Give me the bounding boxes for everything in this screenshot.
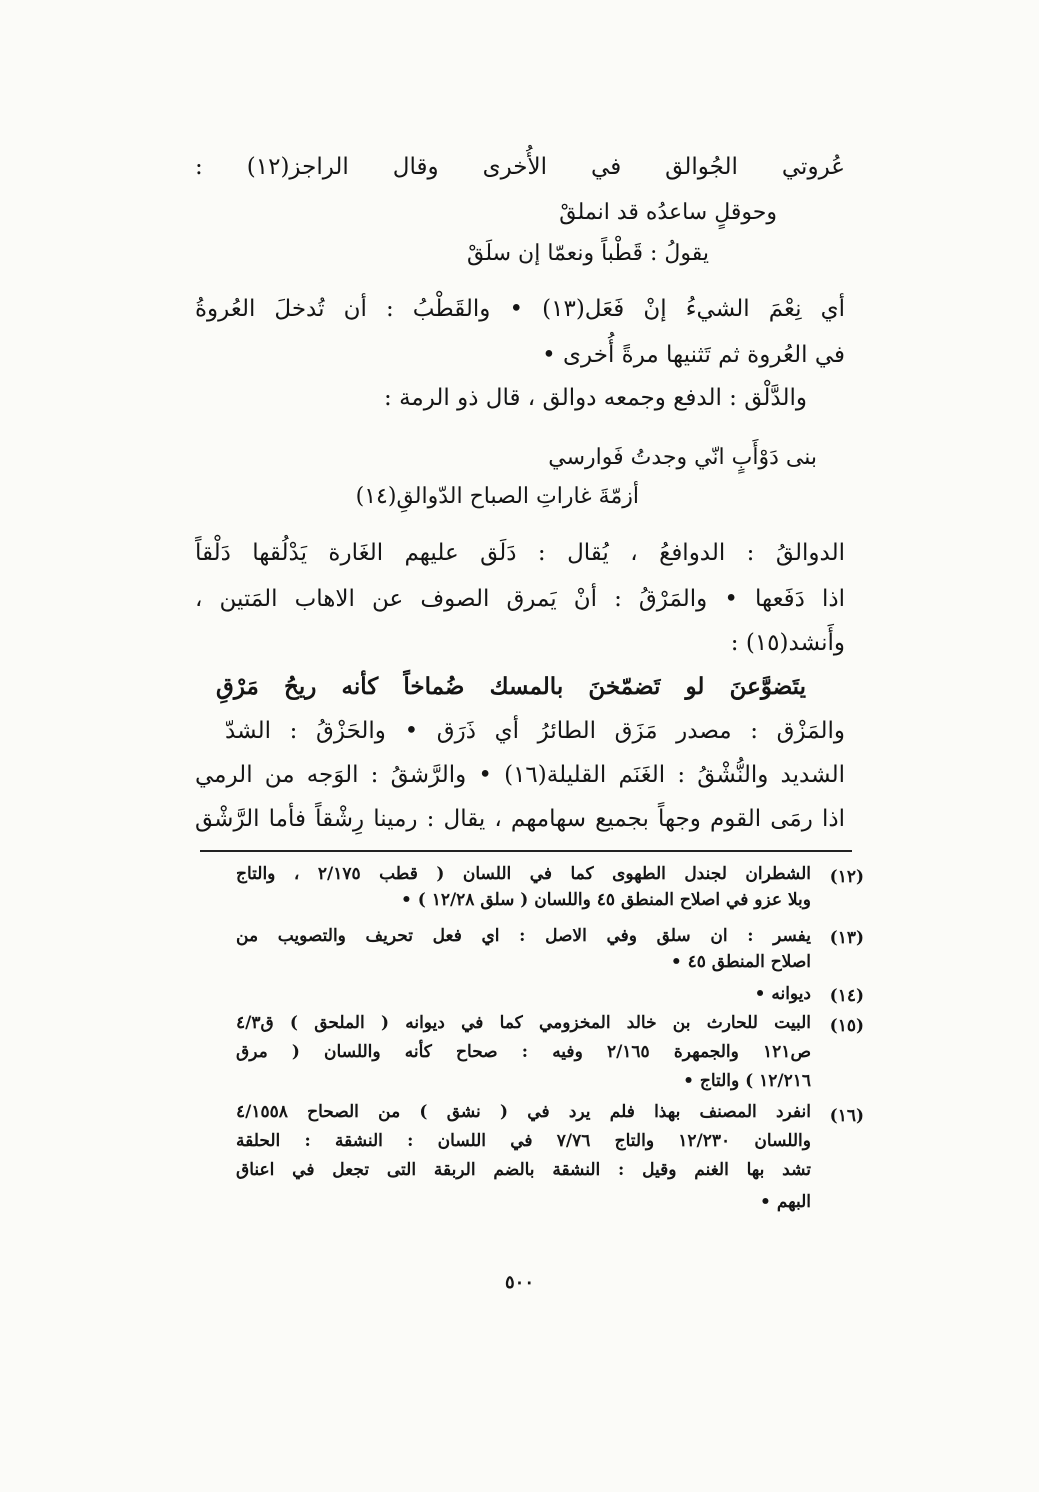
footnote-12-number: (١٢) (829, 867, 864, 887)
verse-line-5: يتَضوَّعنَ لو تَضمّخنَ بالمسك ضُماخاً كأنه ريحُ مَرْقِ (216, 673, 806, 700)
footnote-16-line-2: واللسان ١٢/٢٣٠ والتاج ٧/٧٦ في اللسان : النشقة : الحلقة (236, 1131, 811, 1151)
body-line-8: والمَزْق : مصدر مَزَق الطائرُ أي ذَرَق • والحَزْقُ : الشدّ (225, 718, 845, 744)
footnote-14-line-1: ديوانه • (754, 984, 811, 1004)
body-line-5: الدوالقُ : الدوافعُ ، يُقال : دَلَق عليهم الغَارة يَدْلُقها دَلْقاً (195, 540, 845, 566)
verse-line-1: وحوقلٍ ساعدُه قد انملقْ (559, 200, 777, 225)
footnote-divider (200, 850, 852, 852)
body-line-3: في العُروة ثم تَثنيها مرةً أُخرى • (542, 342, 845, 368)
footnote-14-number: (١٤) (829, 986, 864, 1006)
footnote-12-line-2: وبلا عزو في اصلاح المنطق ٤٥ واللسان ( سلق ١٢/٢٨ ) • (400, 890, 811, 910)
body-line-9: الشديد والنُّشْقُ : الغَنَم القليلة(١٦) • والرَّشقُ : الوَجه من الرمي (195, 762, 845, 788)
verse-line-3: بنى دَوْأَبٍ انّي وجدتُ فَوارسي (548, 445, 817, 470)
footnote-12-line-1: الشطران لجندل الطهوى كما في اللسان ( قطب ٢/١٧٥ ، والتاج (236, 864, 811, 884)
footnote-15-line-1: البيت للحارث بن خالد المخزومي كما في ديوانه ( الملحق ) ق٤/٣ (236, 1013, 811, 1033)
footnote-16-line-1: انفرد المصنف بهذا فلم يرد في ( نشق ) من الصحاح ٤/١٥٥٨ (236, 1102, 811, 1122)
footnote-15-line-3: ١٢/٢١٦ ) والتاج • (683, 1071, 811, 1091)
footnote-13-line-2: اصلاح المنطق ٤٥ • (670, 952, 811, 972)
body-line-2: أي نِعْمَ الشيءُ إنْ فَعَل(١٣) • والقَطْبُ : أن تُدخلَ العُروةُ (195, 296, 845, 322)
body-line-6: اذا دَفَعها • والمَرْقُ : أنْ يَمرق الصوف عن الاهاب المَتين ، (195, 586, 845, 612)
verse-line-2: يقولُ : قَطْباً ونعمّا إن سلَقْ (467, 241, 709, 266)
page-number: ٥٠٠ (504, 1272, 534, 1293)
body-line-10: اذا رمَى القوم وجهاً بجميع سهامهم ، يقال : رمينا رِشْقاً فأما الرَّشْق (195, 806, 845, 832)
footnote-13-number: (١٣) (829, 928, 864, 948)
footnote-15-number: (١٥) (829, 1016, 864, 1036)
footnote-16-number: (١٦) (829, 1106, 864, 1126)
footnote-16-line-4: البهم • (760, 1192, 811, 1212)
footnote-16-line-3: تشد بها الغنم وقيل : النشقة بالضم الربقة التى تجعل في اعناق (236, 1160, 811, 1180)
body-line-7: وأَنشد(١٥) : (730, 630, 845, 656)
verse-line-4: أزمّةَ غاراتِ الصباح الدّوالقِ(١٤) (355, 484, 639, 509)
body-line-4: والدَّلْق : الدفع وجمعه دوالق ، قال ذو الرمة : (384, 385, 807, 411)
footnote-13-line-1: يفسر : ان سلق وفي الاصل : اي فعل تحريف والتصويب من (236, 926, 811, 946)
footnote-15-line-2: ص١٢١ والجمهرة ٢/١٦٥ وفيه : صحاح كأنه واللسان ( مرق (236, 1042, 811, 1062)
body-line-1: عُروتي الجُوالق في الأُخرى وقال الراجز(١٢) : (195, 154, 845, 180)
